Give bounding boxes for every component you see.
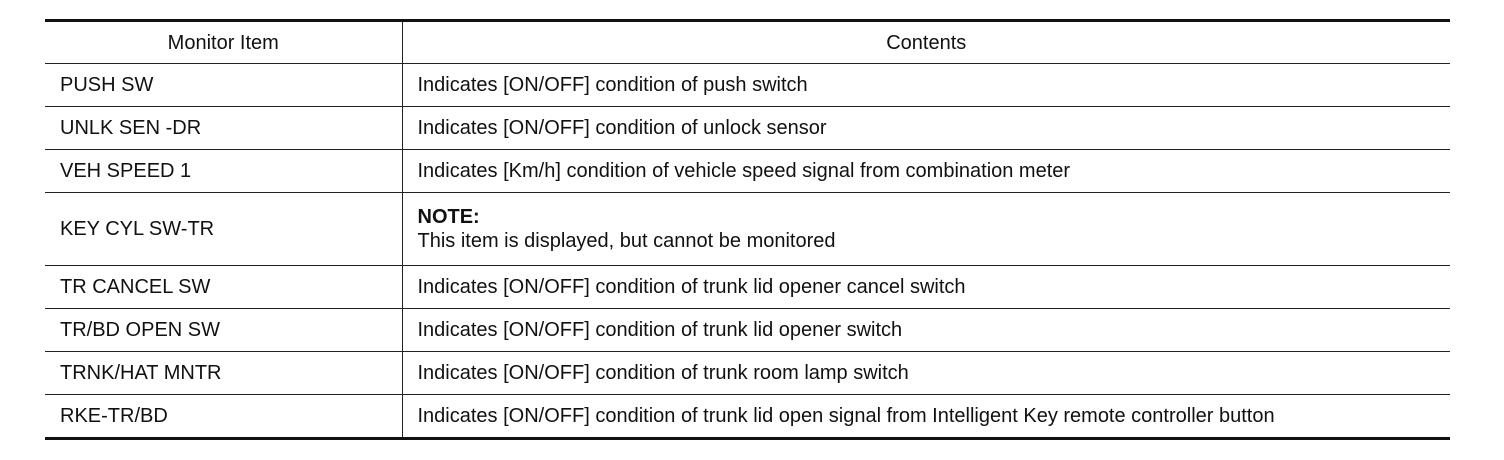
contents-cell: Indicates [Km/h] condition of vehicle speed signal from combination meter: [402, 150, 1450, 193]
table-row: [45, 193, 1450, 266]
table-row: [45, 107, 1450, 150]
note-label: NOTE:: [417, 206, 480, 228]
table-row: [45, 150, 1450, 193]
contents-cell: Indicates [ON/OFF] condition of trunk lid opener cancel switch: [402, 266, 1450, 309]
monitor-item-cell: RKE-TR/BD: [45, 395, 402, 439]
monitor-item-cell: UNLK SEN -DR: [45, 107, 402, 150]
note-text: This item is displayed, but cannot be monitored: [417, 230, 836, 252]
table-row: [45, 64, 1450, 107]
contents-cell: [402, 193, 1450, 266]
contents-cell: Indicates [ON/OFF] condition of trunk room lamp switch: [402, 352, 1450, 395]
table-row: [45, 309, 1450, 352]
table-row: [45, 266, 1450, 309]
table-header: [45, 21, 1450, 64]
header-row: [45, 21, 1450, 64]
table-row: [45, 395, 1450, 439]
monitor-item-cell: VEH SPEED 1: [45, 150, 402, 193]
contents-cell: Indicates [ON/OFF] condition of unlock sensor: [402, 107, 1450, 150]
contents-cell: Indicates [ON/OFF] condition of push switch: [402, 64, 1450, 107]
monitor-item-cell: TR/BD OPEN SW: [45, 309, 402, 352]
contents-cell: Indicates [ON/OFF] condition of trunk lid open signal from Intelligent Key remote controller button: [402, 395, 1450, 439]
monitor-item-cell: KEY CYL SW-TR: [45, 193, 402, 266]
monitor-item-cell: TRNK/HAT MNTR: [45, 352, 402, 395]
contents-cell: Indicates [ON/OFF] condition of trunk lid opener switch: [402, 309, 1450, 352]
monitor-item-cell: PUSH SW: [45, 64, 402, 107]
monitor-item-table: [45, 19, 1450, 440]
header-contents: Contents: [402, 21, 1450, 64]
header-monitor-item: Monitor Item: [45, 21, 402, 64]
table-body: [45, 64, 1450, 439]
table-row: [45, 352, 1450, 395]
monitor-item-cell: TR CANCEL SW: [45, 266, 402, 309]
